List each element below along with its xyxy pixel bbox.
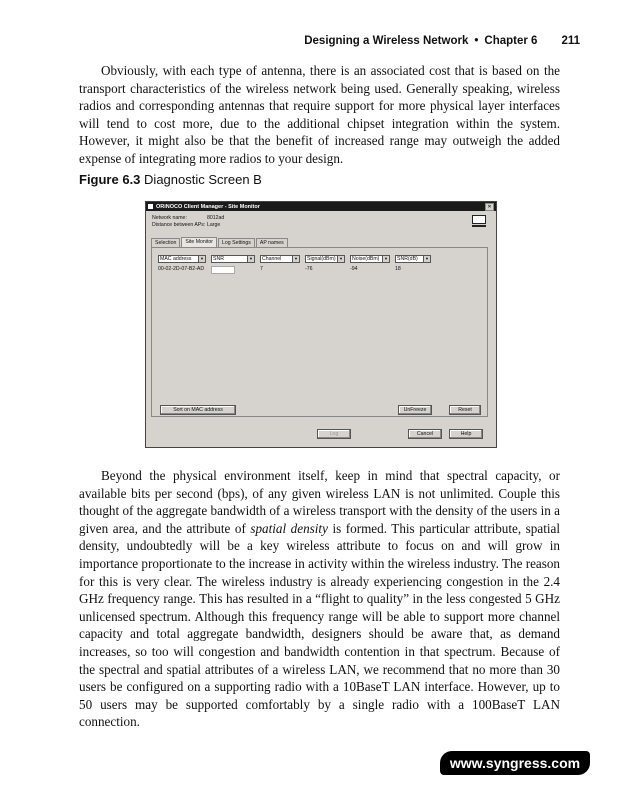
chevron-down-icon: ▼ [247, 256, 254, 262]
paragraph-2-before: Beyond the physical environment itself, keep in mind that spectral capacity, or available bits per second (bps), of any given wireless LAN is not unlimited. Couple this thought of the aggregate bandwidth of a wireless transport with the density of the users in a given area, and the attribute of [79, 468, 560, 536]
column-select-channel[interactable]: Channel ▼ [260, 255, 300, 263]
publisher-url-banner[interactable]: www.syngress.com [440, 751, 590, 775]
sort-mac-button[interactable]: Sort on MAC address [160, 405, 236, 415]
chevron-down-icon: ▼ [292, 256, 299, 262]
app-icon [148, 204, 153, 209]
figure-caption [79, 172, 262, 187]
paragraph-2 [79, 467, 560, 731]
chevron-down-icon: ▼ [423, 256, 430, 262]
table-row[interactable] [158, 266, 431, 274]
close-icon[interactable]: ✕ [485, 203, 494, 211]
log-button[interactable]: Log [317, 429, 351, 439]
cell-snr: 18 [395, 266, 401, 272]
column-select-signal[interactable]: Signal(dBm) ▼ [305, 255, 345, 263]
paragraph-1 [79, 62, 560, 168]
reset-button[interactable]: Reset [449, 405, 481, 415]
paragraph-1-text: Obviously, with each type of antenna, there is an associated cost that is based on the transport characteristics of the wireless network being used. Generally speaking, wireless radios and corresponding antennas that require support for more physical layer interfaces will tend to cost more, due to the additional chipset integration within the system. However, it might also be that the benefit of increased range may outweigh the added expense of integrating more radios to your design. [79, 63, 560, 166]
cell-signal: -76 [305, 266, 313, 272]
cell-channel: 7 [260, 266, 263, 272]
figure-title: Diagnostic Screen B [144, 172, 262, 187]
cell-mac: 00-02-2D-07-B2-AD [158, 266, 205, 272]
tab-site-monitor[interactable]: Site Monitor [181, 237, 217, 247]
cancel-button[interactable]: Cancel [408, 429, 442, 439]
tab-selection[interactable]: Selection [151, 238, 180, 247]
distance-value: Large [207, 222, 221, 228]
paragraph-2-emphasis: spatial density [250, 520, 328, 536]
cell-snr-bar [211, 266, 260, 274]
running-header [304, 35, 580, 47]
chevron-down-icon: ▼ [382, 256, 389, 262]
chevron-down-icon: ▼ [337, 256, 344, 262]
window-title: ORiNOCO Client Manager - Site Monitor [156, 203, 260, 210]
running-title: Designing a Wireless Network [304, 35, 469, 47]
column-select-snr-graph[interactable]: SNR ▼ [211, 255, 255, 263]
column-select-snr-db[interactable]: SNR(dB) ▼ [395, 255, 431, 263]
chapter-label: Chapter 6 [484, 35, 538, 47]
site-monitor-window [145, 201, 497, 448]
help-button[interactable]: Help [449, 429, 483, 439]
header-bullet: • [474, 35, 479, 47]
distance-label: Distance between APs: [152, 222, 206, 228]
network-name-value: 8012ad [207, 215, 225, 221]
cell-noise: -94 [350, 266, 358, 272]
figure-label: Figure 6.3 [79, 172, 141, 187]
site-monitor-panel [151, 247, 488, 417]
laptop-icon [472, 215, 486, 227]
signal-bar [211, 266, 235, 274]
unfreeze-button[interactable]: UnFreeze [398, 405, 432, 415]
window-titlebar [146, 202, 496, 211]
column-selectors [158, 255, 431, 263]
column-select-noise[interactable]: Noise(dBm) ▼ [350, 255, 390, 263]
paragraph-2-after: is formed. This particular attribute, spatial density, undoubtedly will be a key wireless attribute to focus on and will grow in importance proportionate to the increase in activity within the wireless industry. The reason for this is very clear. The wireless industry is already experiencing congestion in the 2.4 GHz frequency range. This has resulted in a “flight to quality” in the less congested 5 GHz unlicensed spectrum. Although this frequency range will be able to support more channel capacity and total aggregate bandwidth, designers should be aware that, as demand increases, so too will congestion and bandwidth contention in that spectrum. Because of the spectral and spatial attributes of a wireless LAN, we recommend that no more than 30 users be configured on a supporting radio with a 10BaseT LAN interface. However, up to 50 users may be supported comfortably by a single radio with a 100BaseT LAN connection. [79, 520, 560, 730]
column-select-mac[interactable]: MAC address ▼ [158, 255, 206, 263]
page-number: 211 [561, 35, 580, 47]
tab-bar [151, 238, 288, 247]
network-name-label: Network name: [152, 215, 187, 221]
network-info [152, 215, 224, 229]
chevron-down-icon: ▼ [198, 256, 205, 262]
tab-ap-names[interactable]: AP names [256, 238, 288, 247]
tab-log-settings[interactable]: Log Settings [218, 238, 255, 247]
